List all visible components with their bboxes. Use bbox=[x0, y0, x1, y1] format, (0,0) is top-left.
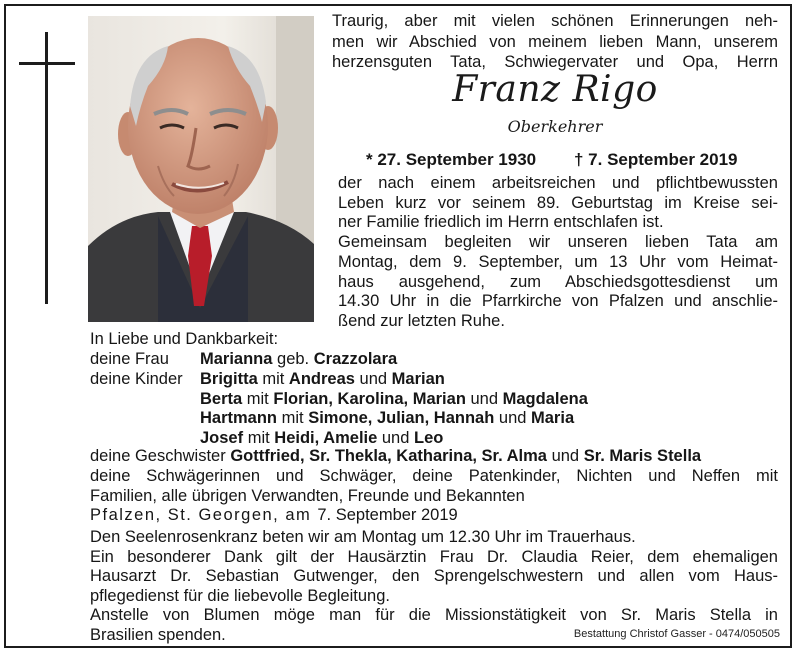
wife-label: deine Frau bbox=[90, 350, 169, 368]
announcement-line: ßend zur letzten Ruhe. bbox=[338, 311, 505, 330]
wife-mid: geb. bbox=[272, 350, 314, 368]
siblings-names-b: Sr. Maris Stella bbox=[583, 447, 702, 465]
place-date: 7. September 2019 bbox=[317, 506, 458, 524]
children-label: deine Kinder bbox=[90, 370, 183, 388]
announcement-line: der nach einem arbeitsreichen und pflichtbewussten bbox=[338, 174, 778, 192]
place-and-date bbox=[90, 506, 458, 525]
intro-line: men wir Abschied von meinem lieben Mann, unserem bbox=[332, 32, 778, 51]
family-siblings bbox=[90, 447, 701, 467]
child-line-part: Josef bbox=[200, 428, 244, 447]
child-line-part: Leo bbox=[414, 428, 444, 447]
child-line bbox=[200, 429, 588, 449]
flowers-line: Anstelle von Blumen möge man für die Missionstätigkeit von Sr. Maris Stella in bbox=[90, 606, 778, 625]
child-line-part: Andreas bbox=[288, 370, 355, 388]
deceased-occupation: Oberkehrer bbox=[507, 117, 603, 136]
undertaker-credit: Bestattung Christof Gasser - 0474/050505 bbox=[573, 628, 780, 640]
family-heading: In Liebe und Dankbarkeit: bbox=[90, 330, 279, 348]
family-children-label-row bbox=[90, 370, 200, 390]
announcement-text bbox=[338, 174, 778, 332]
child-line-part: mit bbox=[257, 370, 289, 388]
others-line: Familien, alle übrigen Verwandten, Freunde und Bekannten bbox=[90, 486, 525, 505]
wife-surname: Crazzolara bbox=[313, 350, 398, 368]
others-line: deine Schwägerinnen und Schwäger, deine Patenkinder, Nichten und Neffen mit bbox=[90, 467, 778, 485]
announcement-line: haus ausgehend, zum Abschiedsgottesdienst um bbox=[338, 272, 778, 291]
child-line-part: Brigitta bbox=[200, 370, 258, 388]
intro-line: Traurig, aber mit vielen schönen Erinnerungen neh- bbox=[332, 12, 778, 30]
child-line-part: mit bbox=[243, 428, 275, 447]
announcement-line: ner Familie friedlich im Herrn entschlafen ist. bbox=[338, 213, 664, 232]
child-line-part: Simone, Julian, Hannah bbox=[308, 409, 495, 428]
announcement-line: Leben kurz vor seinem 89. Geburtstag im Kreise sei- bbox=[338, 193, 778, 212]
child-line bbox=[200, 370, 588, 390]
thanks-line: Hausarzt Dr. Sebastian Gutwenger, den Sprengelschwestern und allen vom Haus- bbox=[90, 567, 778, 586]
announcement-line: Gemeinsam begleiten wir unseren lieben Tata am bbox=[338, 233, 778, 252]
child-line-part: Magdalena bbox=[502, 389, 588, 408]
place-text: Pfalzen, St. Georgen, am bbox=[90, 506, 312, 524]
family-wife bbox=[90, 350, 397, 370]
child-line-part: mit bbox=[242, 389, 274, 408]
intro-line: herzensguten Tata, Schwiegervater und Opa, Herrn bbox=[332, 53, 778, 71]
wife-name: Marianna bbox=[200, 350, 273, 368]
rosary-line: Den Seelenrosenkranz beten wir am Montag um 12.30 Uhr im Trauerhaus. bbox=[90, 528, 636, 546]
flowers-line: Brasilien spenden. bbox=[90, 625, 226, 644]
siblings-names-a: Gottfried, Sr. Thekla, Katharina, Sr. Alma bbox=[230, 447, 547, 465]
birth-date: * 27. September 1930 bbox=[366, 150, 537, 169]
intro-text bbox=[332, 11, 778, 73]
child-line-part: und bbox=[494, 409, 532, 428]
deceased-name: Franz Rigo bbox=[452, 69, 658, 110]
death-date: † 7. September 2019 bbox=[574, 150, 738, 169]
child-line-part: Marian bbox=[391, 370, 445, 388]
cross-icon bbox=[45, 32, 48, 304]
child-line-part: Berta bbox=[200, 389, 243, 408]
child-line-part: Florian, Karolina, Marian bbox=[273, 389, 466, 408]
thanks-line: Ein besonderer Dank gilt der Hausärztin Frau Dr. Claudia Reier, dem ehemaligen bbox=[90, 547, 778, 566]
announcement-line: Montag, dem 9. September, um 13 Uhr vom Heimat- bbox=[338, 252, 778, 271]
child-line-part: und bbox=[377, 428, 414, 447]
siblings-mid: und bbox=[546, 447, 584, 465]
children-list bbox=[200, 370, 588, 448]
portrait-photo bbox=[88, 16, 314, 322]
child-line-part: Hartmann bbox=[200, 409, 278, 428]
child-line bbox=[200, 409, 588, 429]
cross-icon-bar bbox=[19, 62, 75, 65]
child-line-part: Maria bbox=[531, 409, 575, 428]
siblings-label: deine Geschwister bbox=[90, 447, 226, 465]
announcement-line: 14.30 Uhr in die Pfarrkirche von Pfalzen und anschlie- bbox=[338, 292, 778, 311]
thanks-line: pflegedienst für die liebevolle Begleitung. bbox=[90, 586, 390, 605]
child-line-part: und bbox=[354, 370, 392, 388]
child-line-part: Heidi, Amelie bbox=[274, 428, 378, 447]
child-line-part: mit bbox=[277, 409, 309, 428]
family-others bbox=[90, 467, 778, 506]
child-line-part: und bbox=[465, 389, 503, 408]
child-line bbox=[200, 390, 588, 410]
